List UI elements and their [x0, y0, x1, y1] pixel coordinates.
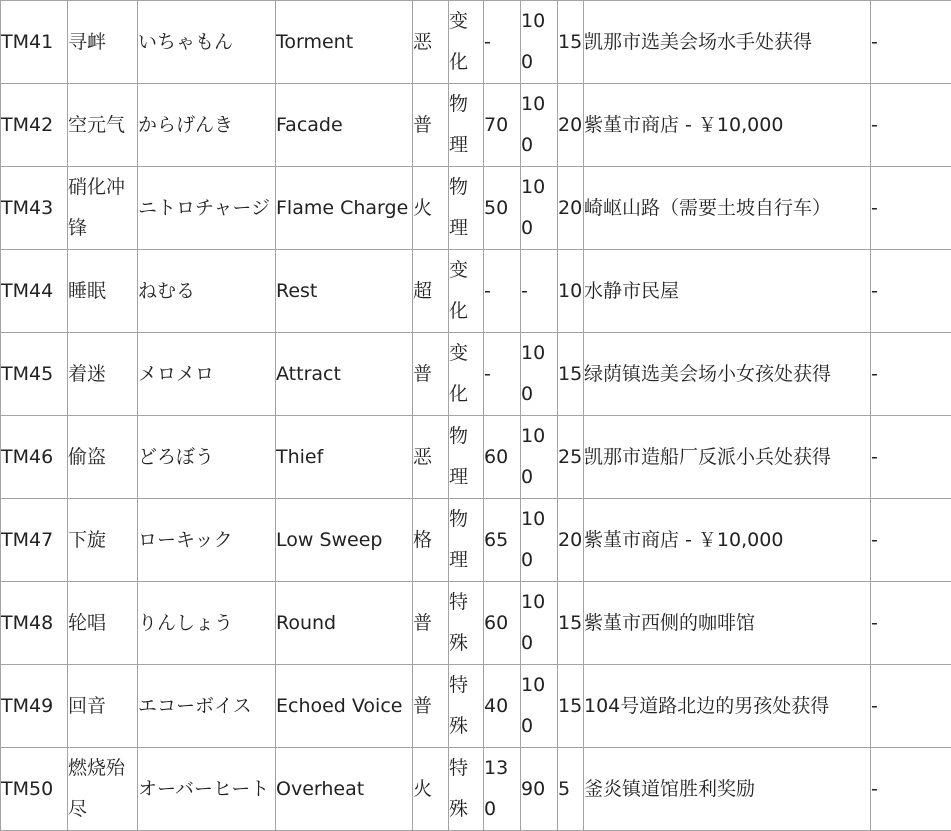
table-row — [1, 582, 951, 665]
power-cell: - — [484, 250, 521, 333]
extra-cell: - — [871, 748, 951, 831]
english-name-cell: Low Sweep — [276, 499, 413, 582]
tm-number-cell: TM45 — [1, 333, 68, 416]
japanese-name-cell: ねむる — [138, 250, 276, 333]
table-row — [1, 167, 951, 250]
chinese-name-cell: 硝化冲锋 — [68, 167, 138, 250]
tm-table-body — [1, 1, 951, 831]
english-name-cell: Echoed Voice — [276, 665, 413, 748]
power-cell: 65 — [484, 499, 521, 582]
extra-cell: - — [871, 416, 951, 499]
japanese-name-cell: オーバーヒート — [138, 748, 276, 831]
type-cell: 普 — [413, 582, 449, 665]
category-cell: 物理 — [449, 167, 484, 250]
english-name-cell: Overheat — [276, 748, 413, 831]
japanese-name-cell: ローキック — [138, 499, 276, 582]
english-name-cell: Facade — [276, 84, 413, 167]
table-row — [1, 1, 951, 84]
category-cell: 变化 — [449, 1, 484, 84]
location-cell: 104号道路北边的男孩处获得 — [584, 665, 871, 748]
accuracy-cell: 90 — [521, 748, 558, 831]
tm-number-cell: TM49 — [1, 665, 68, 748]
pp-cell: 20 — [558, 84, 584, 167]
type-cell: 格 — [413, 499, 449, 582]
japanese-name-cell: ニトロチャージ — [138, 167, 276, 250]
accuracy-cell: 100 — [521, 333, 558, 416]
extra-cell: - — [871, 250, 951, 333]
english-name-cell: Thief — [276, 416, 413, 499]
chinese-name-cell: 睡眠 — [68, 250, 138, 333]
tm-number-cell: TM42 — [1, 84, 68, 167]
power-cell: 40 — [484, 665, 521, 748]
pp-cell: 15 — [558, 582, 584, 665]
table-row — [1, 499, 951, 582]
english-name-cell: Flame Charge — [276, 167, 413, 250]
location-cell: 凯那市造船厂反派小兵处获得 — [584, 416, 871, 499]
power-cell: 50 — [484, 167, 521, 250]
japanese-name-cell: メロメロ — [138, 333, 276, 416]
power-cell: 60 — [484, 582, 521, 665]
category-cell: 物理 — [449, 84, 484, 167]
extra-cell: - — [871, 582, 951, 665]
chinese-name-cell: 空元气 — [68, 84, 138, 167]
category-cell: 物理 — [449, 416, 484, 499]
category-cell: 特殊 — [449, 665, 484, 748]
type-cell: 火 — [413, 167, 449, 250]
extra-cell: - — [871, 665, 951, 748]
tm-number-cell: TM41 — [1, 1, 68, 84]
accuracy-cell: 100 — [521, 167, 558, 250]
pp-cell: 25 — [558, 416, 584, 499]
english-name-cell: Attract — [276, 333, 413, 416]
power-cell: - — [484, 333, 521, 416]
location-cell: 紫堇市西侧的咖啡馆 — [584, 582, 871, 665]
type-cell: 普 — [413, 333, 449, 416]
power-cell: - — [484, 1, 521, 84]
japanese-name-cell: エコーボイス — [138, 665, 276, 748]
type-cell: 普 — [413, 665, 449, 748]
english-name-cell: Rest — [276, 250, 413, 333]
chinese-name-cell: 寻衅 — [68, 1, 138, 84]
tm-number-cell: TM50 — [1, 748, 68, 831]
location-cell: 凯那市选美会场水手处获得 — [584, 1, 871, 84]
category-cell: 物理 — [449, 499, 484, 582]
location-cell: 崎岖山路（需要土坡自行车） — [584, 167, 871, 250]
category-cell: 特殊 — [449, 582, 484, 665]
power-cell: 130 — [484, 748, 521, 831]
chinese-name-cell: 燃烧殆尽 — [68, 748, 138, 831]
table-row — [1, 333, 951, 416]
location-cell: 绿荫镇选美会场小女孩处获得 — [584, 333, 871, 416]
pp-cell: 10 — [558, 250, 584, 333]
extra-cell: - — [871, 499, 951, 582]
tm-number-cell: TM43 — [1, 167, 68, 250]
extra-cell: - — [871, 1, 951, 84]
pp-cell: 5 — [558, 748, 584, 831]
category-cell: 特殊 — [449, 748, 484, 831]
location-cell: 水静市民屋 — [584, 250, 871, 333]
accuracy-cell: 100 — [521, 416, 558, 499]
japanese-name-cell: からげんき — [138, 84, 276, 167]
tm-number-cell: TM48 — [1, 582, 68, 665]
extra-cell: - — [871, 333, 951, 416]
pp-cell: 15 — [558, 665, 584, 748]
table-row — [1, 250, 951, 333]
chinese-name-cell: 偷盗 — [68, 416, 138, 499]
type-cell: 超 — [413, 250, 449, 333]
tm-number-cell: TM47 — [1, 499, 68, 582]
accuracy-cell: 100 — [521, 582, 558, 665]
category-cell: 变化 — [449, 250, 484, 333]
pp-cell: 20 — [558, 499, 584, 582]
type-cell: 普 — [413, 84, 449, 167]
japanese-name-cell: どろぼう — [138, 416, 276, 499]
accuracy-cell: 100 — [521, 84, 558, 167]
table-row — [1, 416, 951, 499]
chinese-name-cell: 回音 — [68, 665, 138, 748]
table-row — [1, 84, 951, 167]
power-cell: 70 — [484, 84, 521, 167]
pp-cell: 15 — [558, 333, 584, 416]
accuracy-cell: 100 — [521, 499, 558, 582]
type-cell: 火 — [413, 748, 449, 831]
table-row — [1, 665, 951, 748]
chinese-name-cell: 轮唱 — [68, 582, 138, 665]
extra-cell: - — [871, 167, 951, 250]
category-cell: 变化 — [449, 333, 484, 416]
location-cell: 釜炎镇道馆胜利奖励 — [584, 748, 871, 831]
tm-number-cell: TM44 — [1, 250, 68, 333]
accuracy-cell: - — [521, 250, 558, 333]
japanese-name-cell: いちゃもん — [138, 1, 276, 84]
type-cell: 恶 — [413, 416, 449, 499]
pp-cell: 15 — [558, 1, 584, 84]
english-name-cell: Torment — [276, 1, 413, 84]
pp-cell: 20 — [558, 167, 584, 250]
extra-cell: - — [871, 84, 951, 167]
english-name-cell: Round — [276, 582, 413, 665]
type-cell: 恶 — [413, 1, 449, 84]
location-cell: 紫堇市商店 - ￥10,000 — [584, 499, 871, 582]
japanese-name-cell: りんしょう — [138, 582, 276, 665]
location-cell: 紫堇市商店 - ￥10,000 — [584, 84, 871, 167]
power-cell: 60 — [484, 416, 521, 499]
chinese-name-cell: 下旋 — [68, 499, 138, 582]
tm-number-cell: TM46 — [1, 416, 68, 499]
table-row — [1, 748, 951, 831]
accuracy-cell: 100 — [521, 665, 558, 748]
accuracy-cell: 100 — [521, 1, 558, 84]
chinese-name-cell: 着迷 — [68, 333, 138, 416]
